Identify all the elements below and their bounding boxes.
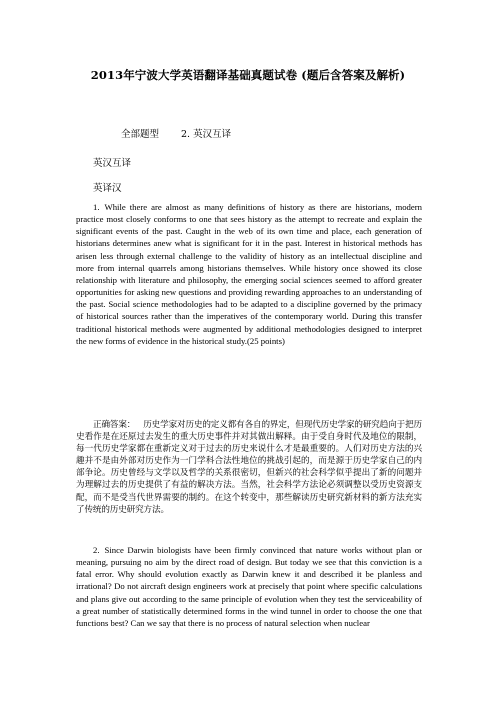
question-text: Since Darwin biologists have been firmly convinced that nature works without plan or meaning, pursuing no aim by the direct road of design. But today we see that this conviction is a fatal error. Why should evolution exactly as Darwin knew it and described it be planless and irrational? Do not aircraft design engineers work at precisely that point where specific calculations and plans give out according to the same principle of evolution when they test the serviceability of a great number of statistically determined forms in the wind tunnel in order to choose the one that functions best? Can we say that there is no process of natural selection when nuclear xyxy=(76,545,422,628)
crumb-all-types: 全部题型 xyxy=(121,129,160,140)
answer-text: 历史学家对历史的定义都有各自的界定，但现代历史学家的研究趋向于把历史看作是在还原过去发生的重大历史事件并对其做出解释。由于受自身时代及地位的限制，每一代历史学家都在重新定义对于过去的历史来说什么才是最重要的。人们对历史方法的兴趣并不是由外部对历史作为一门学科合法性地位的挑战引起的，而是源于历史学家自己的内部争论。历史曾经与文学以及哲学的关系很密切，但新兴的社会科学似乎提出了新的问题并为理解过去的历史提供了有益的解决方法。当然，社会科学方法论必须调整以受历史资源支配，而不是受当代世界需要的制约。在这个转变中，那些解读历史研究新材料的新方法充实了传统的历史研究方法。 xyxy=(76,420,422,515)
question-number: 2. xyxy=(93,545,100,555)
crumb-section: 2. 英汉互译 xyxy=(181,129,232,140)
document-title: 2013年宁波大学英语翻译基础真题试卷 (题后含答案及解析) xyxy=(90,68,406,82)
section-heading: 英汉互译 xyxy=(93,158,132,169)
breadcrumb xyxy=(121,126,231,140)
question-1 xyxy=(76,201,422,347)
answer-label: 正确答案： xyxy=(93,420,136,430)
subsection-heading: 英译汉 xyxy=(93,183,122,194)
question-text: While there are almost as many definitions of history as there are historians, modern practice most closely conforms to one that sees history as the attempt to recreate and explain the significant events of the past. Caught in the web of its own time and place, each generation of historians determines anew what is significant for it in the past. Interest in historical methods has arisen less through external challenge to the validity of history as an intellectual discipline and more from internal quarrels among historians themselves. While history once showed its close relationship with literature and philosophy, the emerging social sciences seemed to afford greater opportunities for asking new questions and providing rewarding approaches to an understanding of the past. Social science methodologies had to be adapted to a discipline governed by the primacy of historical sources rather than the imperatives of the contemporary world. During this transfer traditional historical methods were augmented by additional methodologies designed to interpret the new forms of evidence in the historical study.(25 points) xyxy=(76,202,422,346)
question-number: 1. xyxy=(93,202,100,212)
question-2 xyxy=(76,544,422,629)
answer-1 xyxy=(76,419,422,516)
